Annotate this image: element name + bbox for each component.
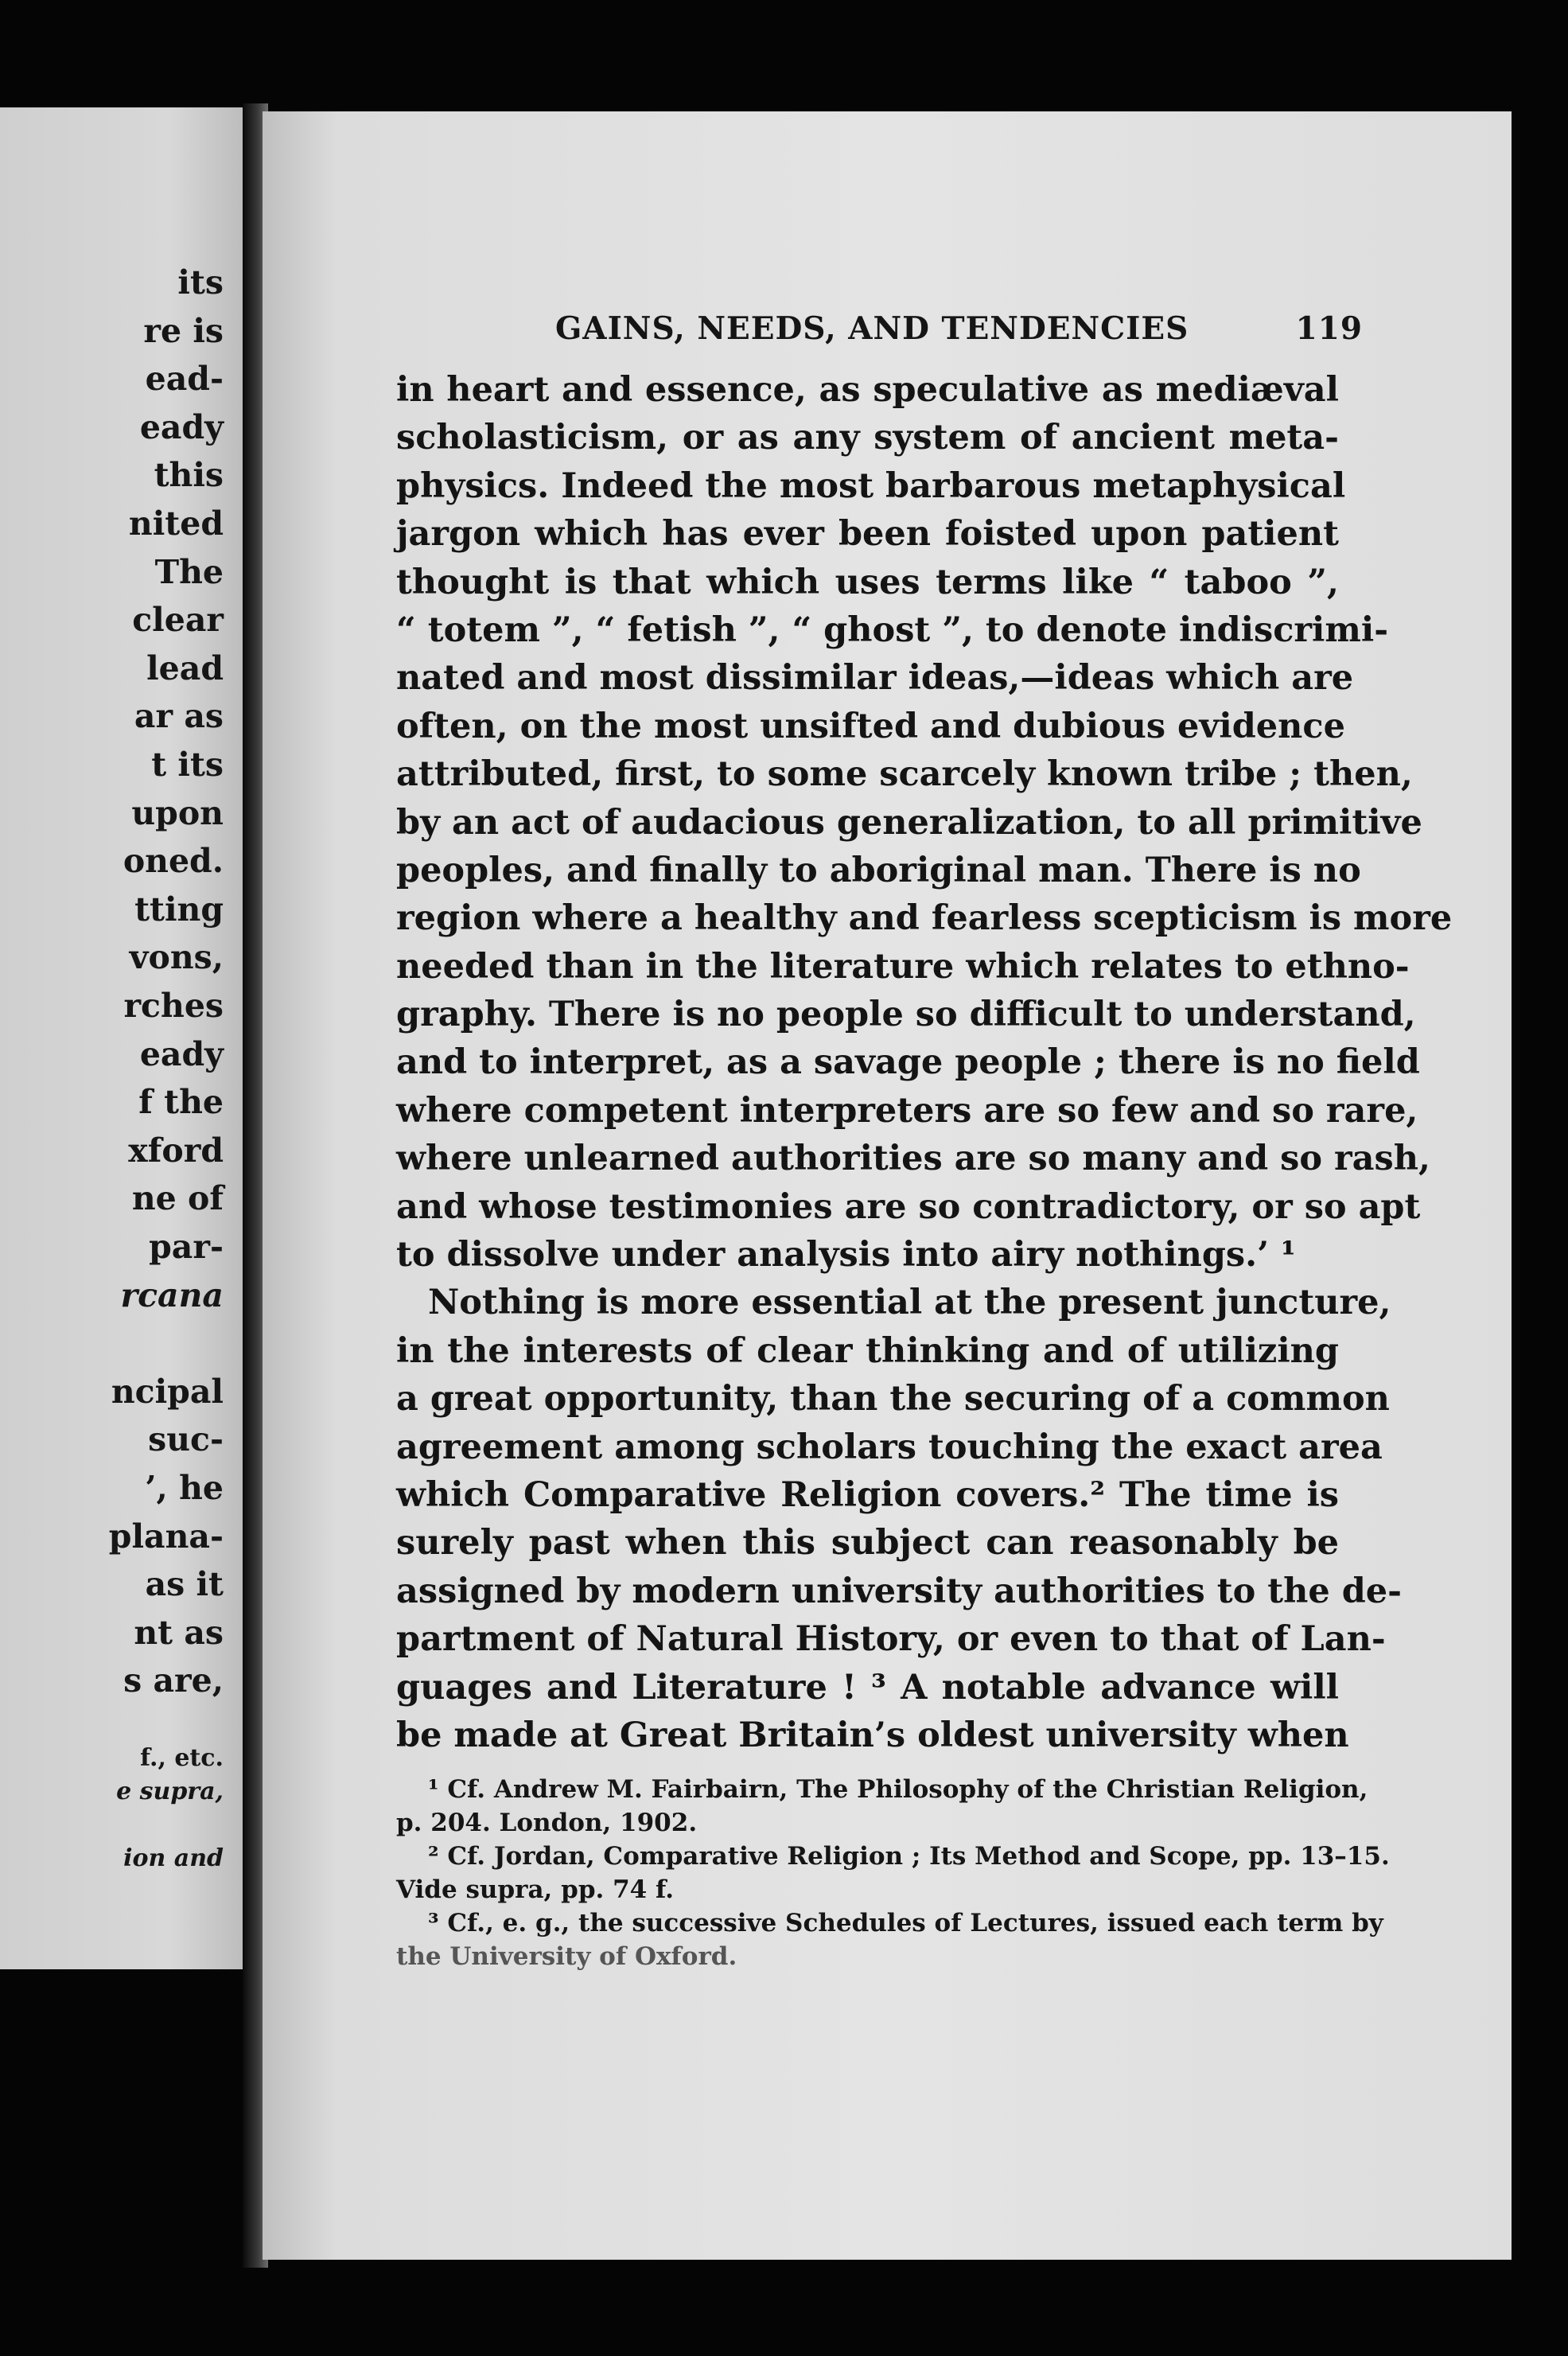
left-page-fragment: upon [131,793,224,832]
running-head-title: GAINS, NEEDS, AND TENDENCIES [555,310,1189,347]
left-page-fragment: par- [149,1228,224,1266]
footnotes [396,1773,1390,1973]
body-line: graphy. There is no people so difficult to understand, [396,995,1416,1035]
left-page-fragment: as it [145,1565,224,1604]
left-page-fragment: lead [146,648,224,687]
body-line: Nothing is more essential at the present juncture, [428,1283,1391,1323]
left-page-fragment: plana- [108,1517,224,1556]
body-line: assigned by modern university authorities to the de- [396,1571,1402,1611]
body-line: in heart and essence, as speculative as mediæval [396,370,1339,410]
body-line: needed than in the literature which relates to ethno- [396,946,1410,987]
body-line: which Comparative Religion covers.² The time is [396,1474,1339,1515]
left-page-fragment: re is [143,311,224,350]
left-page-fragment: tting [134,890,224,929]
body-line: nated and most dissimilar ideas,—ideas which are [396,658,1354,699]
left-page-fragment: nited [128,504,224,543]
page-number: 119 [1295,310,1363,347]
body-text [396,366,1453,1759]
left-page-fragment: this [154,456,224,495]
body-line: physics. Indeed the most barbarous metaphysical [396,465,1346,506]
body-line: peoples, and finally to aboriginal man. There is no [396,850,1361,890]
footnote-line: p. 204. London, 1902. [396,1809,698,1837]
left-page-fragment: s are, [123,1661,224,1700]
body-line: and whose testimonies are so contradictory, or so apt [396,1186,1421,1227]
body-line: “ totem ”, “ fetish ”, “ ghost ”, to denote indiscrimi- [396,609,1389,650]
body-line: surely past when this subject can reasonably be [396,1523,1339,1564]
body-line: by an act of audacious generalization, to all primitive [396,802,1422,843]
running-head [555,310,1363,347]
body-line: guages and Literature ! ³ A notable advance will [396,1667,1339,1708]
footnote-line: the University of Oxford. [396,1942,737,1971]
left-page-footnote-fragment: f., etc. [140,1744,224,1772]
left-page-fragment: ncipal [111,1372,224,1411]
footnote-line: ² Cf. Jordan, Comparative Religion ; Its Method and Scope, pp. 13–15. [428,1842,1390,1871]
left-page-fragment: suc- [148,1420,224,1459]
left-page-fragment: eady [139,1034,224,1073]
body-line: attributed, first, to some scarcely known tribe ; then, [396,754,1413,795]
left-page-fragment: vons, [129,938,224,977]
left-page-fragment: t its [151,746,224,784]
body-line: region where a healthy and fearless scepticism is more [396,898,1453,939]
body-line: scholasticism, or as any system of ancient meta- [396,418,1339,458]
body-line: jargon which has ever been foisted upon patient [396,514,1339,555]
footnote-line: ¹ Cf. Andrew M. Fairbairn, The Philosophy of the Christian Religion, [428,1775,1368,1804]
left-page-footnote-fragment: e supra, [116,1778,224,1805]
footnote-line: ³ Cf., e. g., the successive Schedules of Lectures, issued each term by [428,1909,1383,1937]
left-page-fragment: rcana [120,1275,224,1314]
left-page-fragment: xford [128,1131,224,1170]
left-page-footnote-fragment: ion and [123,1844,224,1872]
left-page-fragment: ne of [131,1179,224,1218]
left-page-fragment: rches [123,987,224,1025]
body-line: to dissolve under analysis into airy nothings.’ ¹ [396,1235,1296,1275]
body-line: in the interests of clear thinking and of utilizing [396,1330,1339,1371]
body-line: a great opportunity, than the securing of a common [396,1379,1390,1419]
left-page-fragment: f the [138,1083,224,1122]
left-page-fragment: nt as [134,1613,224,1652]
body-line: agreement among scholars touching the exact area [396,1427,1383,1467]
left-page-fragment: ar as [134,697,224,736]
left-page-fragment: clear [132,601,224,640]
body-line: be made at Great Britain’s oldest university when [396,1715,1349,1755]
left-page-fragment: The [154,552,224,591]
left-page [0,107,243,1969]
body-line: thought is that which uses terms like “ taboo ”, [396,562,1339,602]
body-line: often, on the most unsifted and dubious evidence [396,706,1345,746]
left-page-fragment: its [177,263,224,302]
left-page-fragment: oned. [123,842,224,881]
body-line: and to interpret, as a savage people ; there is no field [396,1042,1420,1083]
footnote-line: Vide supra, pp. 74 f. [396,1875,675,1904]
body-line: where unlearned authorities are so many and so rash, [396,1139,1430,1179]
left-page-fragment: eady [139,407,224,446]
body-line: where competent interpreters are so few and so rare, [396,1090,1418,1131]
left-page-fragment: ead- [145,360,224,399]
left-page-fragment: ’, he [145,1469,224,1507]
right-page [263,111,1512,2260]
body-line: partment of Natural History, or even to that of Lan- [396,1619,1386,1660]
